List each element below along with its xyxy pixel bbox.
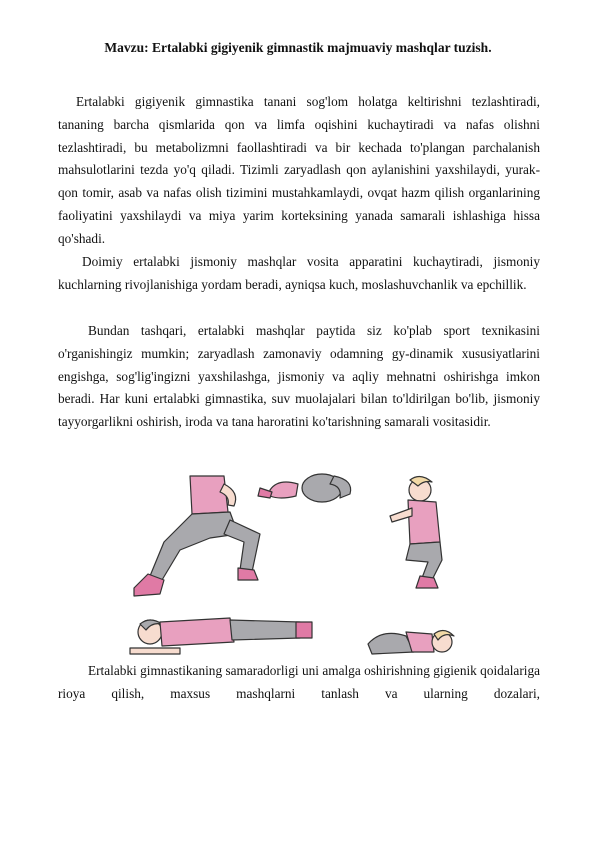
squat-figure [390, 476, 442, 588]
side-lying-figure [368, 630, 454, 654]
lunge-figure [134, 476, 260, 596]
exercise-illustration [120, 472, 490, 657]
page-title: Mavzu: Ertalabki gigiyenik gimnastik majmuaviy mashqlar tuzish. [104, 40, 492, 55]
crunch-figure [258, 474, 351, 502]
plank-figure [130, 618, 312, 654]
paragraph-2: Doimiy ertalabki jismoniy mashqlar vosita apparatini kuchaytiradi, jismoniy kuchlarning rivojlanishiga yordam beradi, ayniqsa kuch, moslashuvchanlik va epchillik. [58, 254, 540, 292]
paragraph-1: Ertalabki gigiyenik gimnastika tanani sog'lom holatga keltirishni tezlashtiradi, tananing barcha qismlarida qon va limfa oqishini kuchaytiradi va nafas olishni tezlashtiradi, bu metabolizmni faollashtiradi va bir kechada to'plangan parchalanish mahsulotlarini tezda yo'q qiladi. Tizimli zaryadlash qon aylanishini yaxshilaydi, yurak-qon tomir, asab va nafas olish tizimini mustahkamlaydi, ovqat hazm qilish organlarining faoliyatini yaxshilaydi va miya yarim korteksining yanada samarali ishlashiga hissa qo'shadi. [58, 94, 540, 246]
paragraph-4: Ertalabki gimnastikaning samaradorligi uni amalga oshirishning gigienik qoidalariga rioya qilish, maxsus mashqlarni tanlash va ularning dozalari, [58, 663, 540, 701]
paragraph-3: Bundan tashqari, ertalabki mashqlar paytida siz ko'plab sport texnikasini o'rganishingiz mumkin; zaryadlash zamonaviy odamning gy-dinamik xususiyatlarini engishga, sog'lig'ingizni yaxshilashga, jismoniy va aqliy mehnatni oshirishga imkon beradi. Har kuni ertalabki gimnastika, suv muolajalari bilan to'ldirilgan bo'lib, jismoniy tayyorgarlikni oshirish, iroda va tana haroratini ko'tarishning samarali vositasidir. [58, 323, 540, 430]
